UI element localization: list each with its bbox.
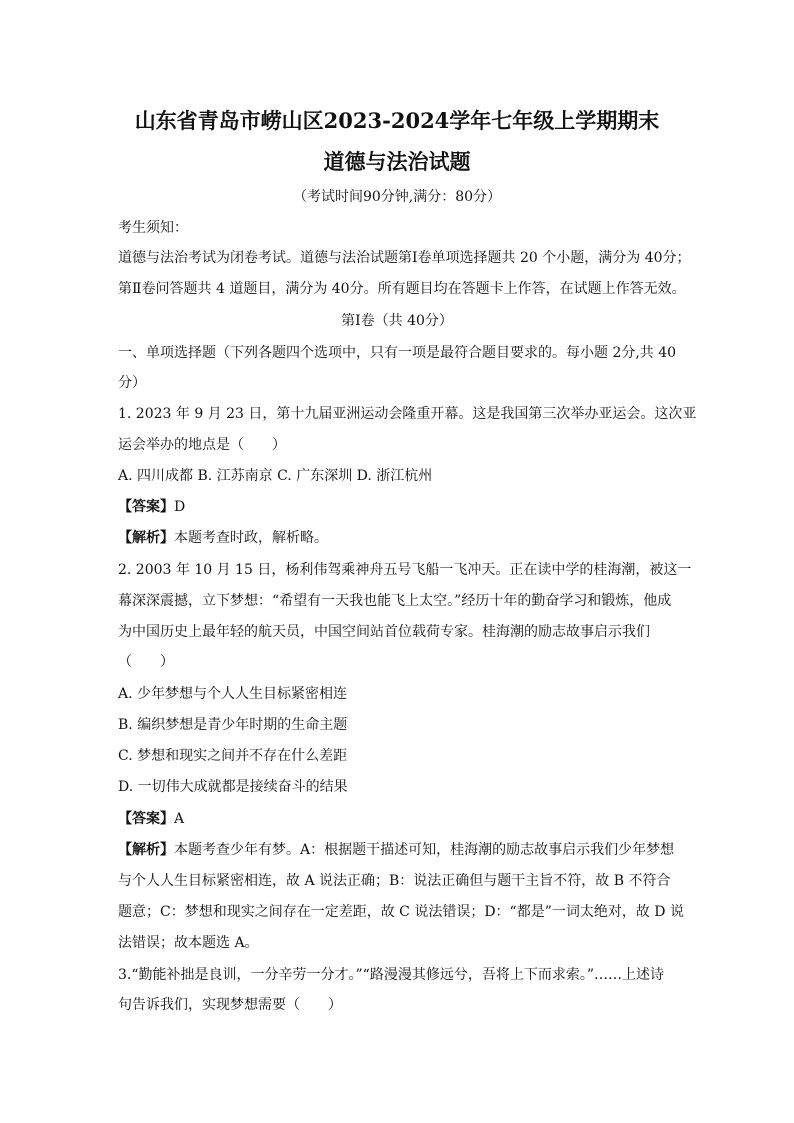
q2-answer [118, 809, 678, 829]
q2-option-b: B. 编织梦想是青少年时期的生命主题 [118, 717, 348, 733]
q1-analysis-text: 本题考查时政，解析略。 [174, 530, 328, 546]
q1-stem-line-1: 1. 2023 年 9 月 23 日，第十九届亚洲运动会隆重开幕。这是我国第三次举办亚运会。这次亚 [118, 406, 697, 422]
q2-analysis-line-3: 题意；C：梦想和现实之间存在一定差距，故 C 说法错误；D：“都是”一词太绝对，故 D 说 [118, 904, 684, 920]
part-title: 第Ⅰ卷（共 40分） [341, 313, 453, 329]
q2-stem-line-1: 2. 2003 年 10 月 15 日，杨利伟驾乘神舟五号飞船一飞冲天。正在读中学的桂海潮，被这一 [118, 562, 692, 578]
q2-analysis-line-4: 法错误；故本题选 A。 [118, 935, 259, 951]
answer-label: 【答案】 [118, 499, 174, 515]
q2-option-c: C. 梦想和现实之间并不存在什么差距 [118, 748, 348, 764]
notice-line-2: 第Ⅱ卷问答题共 4 道题目，满分为 40分。所有题目均在答题卡上作答，在试题上作答无效。 [118, 281, 686, 297]
exam-title-line1: 山东省青岛市崂山区2023-2024学年七年级上学期期末 [134, 108, 660, 133]
q3-stem-line-1: 3.“勤能补拙是良训，一分辛劳一分才。”“路漫漫其修远兮，吾将上下而求索。”……上述诗 [118, 967, 664, 983]
analysis-label: 【解析】 [118, 530, 174, 546]
q2-analysis-text-1: 本题考查少年有梦。A：根据题干描述可知，桂海潮的励志故事启示我们少年梦想 [174, 842, 675, 858]
q2-option-d: D. 一切伟大成就都是接续奋斗的结果 [118, 779, 348, 795]
q2-answer-value: A [174, 811, 185, 827]
instruction-line-2: 分） [118, 375, 146, 391]
exam-info: （考试时间90分钟,满分：80分） [292, 189, 502, 205]
q1-stem-line-2: 运会举办的地点是（ ） [118, 437, 286, 453]
q1-options: A. 四川成都 B. 江苏南京 C. 广东深圳 D. 浙江杭州 [118, 468, 433, 484]
q2-analysis-line-2: 与个人人生目标紧密相连，故 A 说法正确；B：说法正确但与题干主旨不符，故 B 不符合 [118, 873, 671, 889]
q3-stem-line-2: 句告诉我们，实现梦想需要（ ） [118, 997, 342, 1013]
answer-label: 【答案】 [118, 811, 174, 827]
q1-answer-value: D [174, 499, 186, 515]
instruction-line-1: 一、单项选择题（下列各题四个选项中，只有一项是最符合题目要求的。每小题 2分,共 40 [118, 345, 677, 361]
q2-option-a: A. 少年梦想与个人人生目标紧密相连 [118, 686, 348, 702]
q2-stem-line-4: （ ） [118, 654, 174, 670]
notice-line-1: 道德与法治考试为闭卷考试。道德与法治试题第Ⅰ卷单项选择题共 20 个小题，满分为 40分； [118, 250, 691, 266]
q1-analysis [118, 528, 678, 548]
q2-stem-line-3: 为中国历史上最年轻的航天员，中国空间站首位载荷专家。桂海潮的励志故事启示我们 [118, 624, 650, 640]
analysis-label: 【解析】 [118, 842, 174, 858]
q2-stem-line-2: 幕深深震撼，立下梦想：“希望有一天我也能飞上太空。”经历十年的勤奋学习和锻炼，他成 [118, 593, 672, 609]
q2-analysis-line-1 [118, 840, 678, 860]
notice-heading: 考生须知： [118, 220, 188, 236]
q1-answer [118, 497, 678, 517]
exam-title-line2: 道德与法治试题 [323, 149, 471, 174]
